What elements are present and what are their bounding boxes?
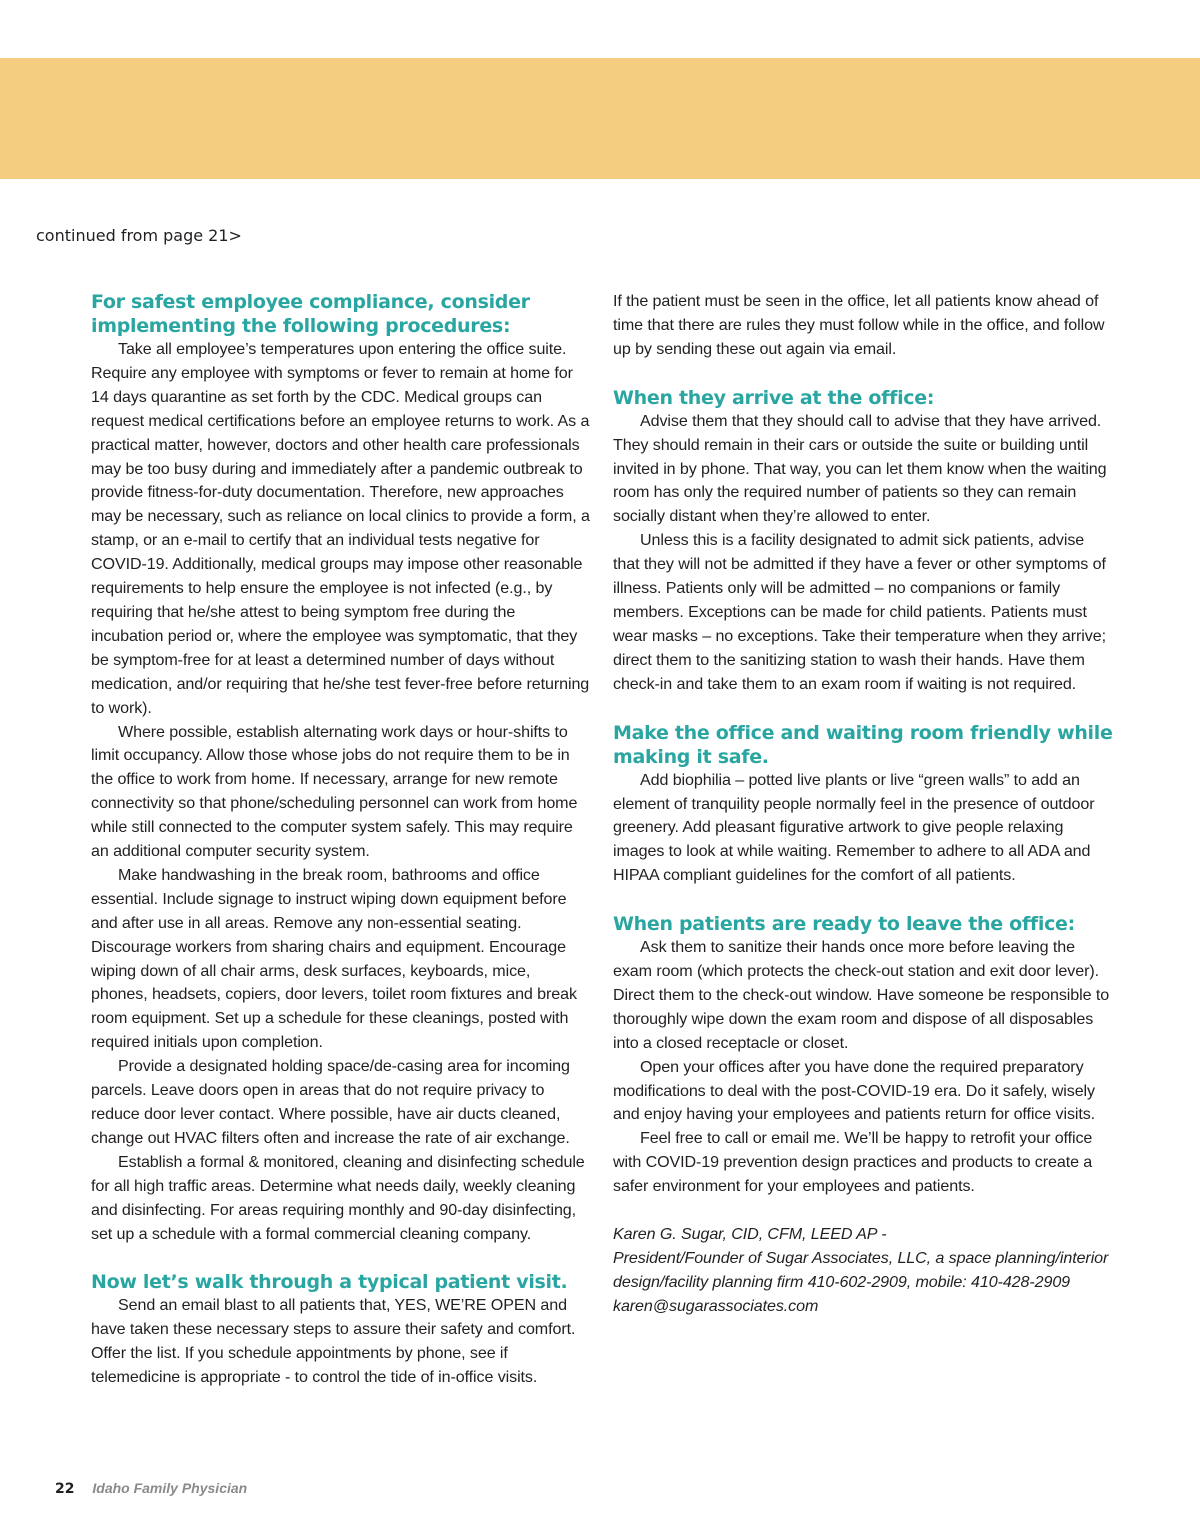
- paragraph: Provide a designated holding space/de-casing area for incoming parcels. Leave doors open in areas that do not require privacy to reduce door lever contact. Where possible, have air ducts cleaned, change out HVAC filters often and increase the rate of air exchange.: [91, 1057, 570, 1147]
- left-column: [91, 290, 591, 1390]
- paragraph: If the patient must be seen in the office, let all patients know ahead of time that there are rules they must follow while in the office, and follow up by sending these out again via email.: [613, 292, 1105, 358]
- section-heading-arrival: When they arrive at the office:: [613, 386, 935, 409]
- author-name: Karen G. Sugar, CID, CFM, LEED AP -: [613, 1225, 887, 1244]
- paragraph: Make handwashing in the break room, bathrooms and office essential. Include signage to instruct wiping down equipment before and after use in all areas. Remove any non-essential seating. Discourage workers from sharing chairs and equipment. Encourage wiping down of all chair arms, desk surfaces, keyboards, mice, phones, headsets, copiers, door levers, toilet room fixtures and break room equipment. Set up a schedule for these cleanings, posted with required initials upon completion.: [91, 865, 577, 1052]
- author-title: President/Founder of Sugar Associates, LLC, a space planning/interior design/facility planning firm 410-602-2909, mobile: 410-428-2909: [613, 1249, 1109, 1291]
- paragraph: Feel free to call or email me. We’ll be happy to retrofit your office with COVID-19 prevention design practices and products to create a safer environment for your employees and patients.: [613, 1129, 1093, 1196]
- paragraph: Ask them to sanitize their hands once more before leaving the exam room (which protects the check-out station and exit door lever). Direct them to the check-out window. Have someone be responsible to thoroughly wipe down the exam room and dispose of all disposables into a closed receptacle or closet.: [613, 938, 1110, 1052]
- paragraph: Take all employee’s temperatures upon entering the office suite. Require any employee with symptoms or fever to remain at home for 14 days quarantine as set forth by the CDC. Medical groups can request medical certifications before an employee returns to work. As a practical matter, however, doctors and other health care professionals may be too busy during and immediately after a pandemic outbreak to provide fitness-for-duty documentation. Therefore, new approaches may be necessary, such as reliance on local clinics to provide a form, a stamp, or an e-mail to certify that an individual tests negative for COVID-19. Additionally, medical groups may impose other reasonable requirements to help ensure the employee is not infected (e.g., by requiring that he/she attest to being symptom free during the incubation period or, where the employee was symptomatic, that they be symptom-free for at least a determined number of days without medication, and/or requiring that he/she test fever-free before returning to work).: [91, 340, 590, 717]
- paragraph: Unless this is a facility designated to admit sick patients, advise that they will not be admitted if they have a fever or other symptoms of illness. Patients only will be admitted – no companions or family members. Exceptions can be made for child patients. Patients must wear masks – no exceptions. Take their temperature when they arrive; direct them to the sanitizing station to wash their hands. Have them check-in and take them to an exam room if waiting is not required.: [613, 531, 1106, 693]
- paragraph: Open your offices after you have done the required preparatory modifications to deal with the post-COVID-19 era. Do it safely, wisely and enjoy having your employees and patients return for office visits.: [613, 1057, 1096, 1124]
- paragraph: Send an email blast to all patients that, YES, WE’RE OPEN and have taken these necessary steps to assure their safety and comfort. Offer the list. If you schedule appointments by phone, see if telemedicine is appropriate - to control the tide of in-office visits.: [91, 1296, 576, 1387]
- paragraph: Add biophilia – potted live plants or live “green walls” to add an element of tranquility people normally feel in the presence of outdoor greenery. Add pleasant figurative artwork to give people relaxing images to look at while waiting. Remember to adhere to all ADA and HIPAA compliant guidelines for the comfort of all patients.: [613, 770, 1095, 885]
- paragraph: Establish a formal & monitored, cleaning and disinfecting schedule for all high traffic areas. Determine what needs daily, weekly cleaning and disinfecting. For areas requiring monthly and 90-day disinfecting, set up a schedule with a formal commercial cleaning company.: [91, 1152, 585, 1243]
- author-email: karen@sugarassociates.com: [613, 1296, 819, 1315]
- page-footer: [55, 1480, 247, 1497]
- page-number: 22: [55, 1481, 75, 1497]
- header-banner: [0, 58, 1200, 179]
- continued-note: continued from page 21>: [36, 226, 242, 245]
- section-heading-leaving: When patients are ready to leave the office:: [613, 913, 1075, 936]
- section-heading-waiting-room: Make the office and waiting room friendly while making it safe.: [613, 721, 1113, 768]
- right-column: [613, 290, 1113, 1319]
- author-signature: [613, 1223, 1113, 1319]
- section-heading-employee-compliance: For safest employee compliance, consider implementing the following procedures:: [91, 291, 530, 337]
- paragraph: Where possible, establish alternating work days or hour-shifts to limit occupancy. Allow those whose jobs do not require them to be in the office to work from home. If necessary, arrange for new remote connectivity so that phone/scheduling personnel can work from home while still connected to the computer system safely. This may require an additional computer security system.: [91, 722, 578, 861]
- magazine-title: Idaho Family Physician: [92, 1480, 248, 1496]
- paragraph: Advise them that they should call to advise that they have arrived. They should remain in their cars or outside the suite or building until invited in by phone. That way, you can let them know when the waiting room has only the required number of patients so they can remain socially distant when they’re allowed to enter.: [613, 411, 1107, 526]
- section-heading-patient-visit: Now let’s walk through a typical patient visit.: [91, 1271, 568, 1294]
